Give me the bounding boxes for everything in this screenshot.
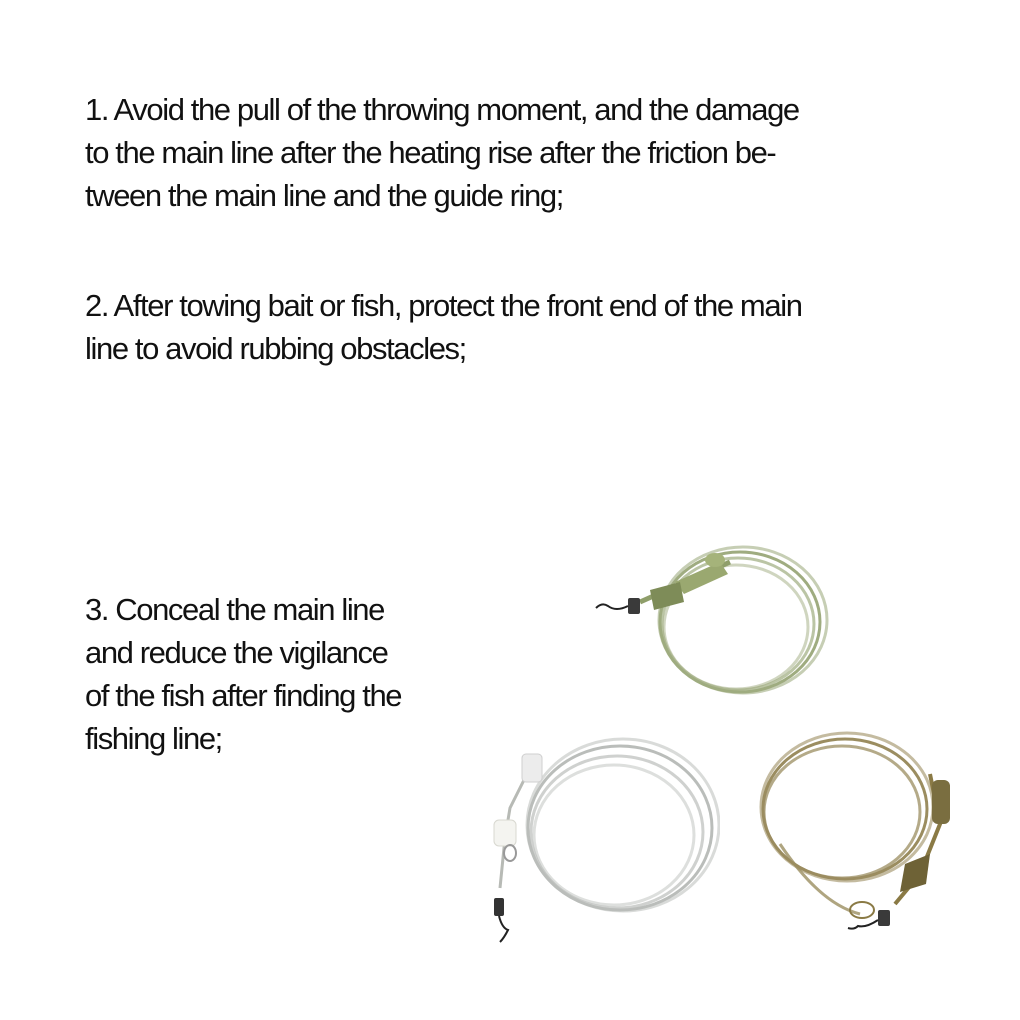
coiled-leader-rig-green-image [580,522,830,712]
paragraph-line: of the fish after finding the [85,678,402,713]
feature-paragraph-3 [85,588,401,760]
paragraph-line: to the main line after the heating rise after the friction be- [85,135,776,170]
feature-paragraph-2 [85,284,802,370]
feature-paragraph-1 [85,88,799,217]
coiled-leader-rig-brown-image [750,714,970,940]
paragraph-line: and reduce the vigilance [85,635,388,670]
paragraph-line: fishing line; [85,721,222,756]
paragraph-line: 2. After towing bait or fish, protect the front end of the main [85,288,802,323]
paragraph-line: tween the main line and the guide ring; [85,178,563,213]
paragraph-line: 1. Avoid the pull of the throwing moment, and the damage [85,92,799,127]
coiled-leader-rig-clear-image [480,728,720,950]
paragraph-line: 3. Conceal the main line [85,592,384,627]
paragraph-line: line to avoid rubbing obstacles; [85,331,466,366]
